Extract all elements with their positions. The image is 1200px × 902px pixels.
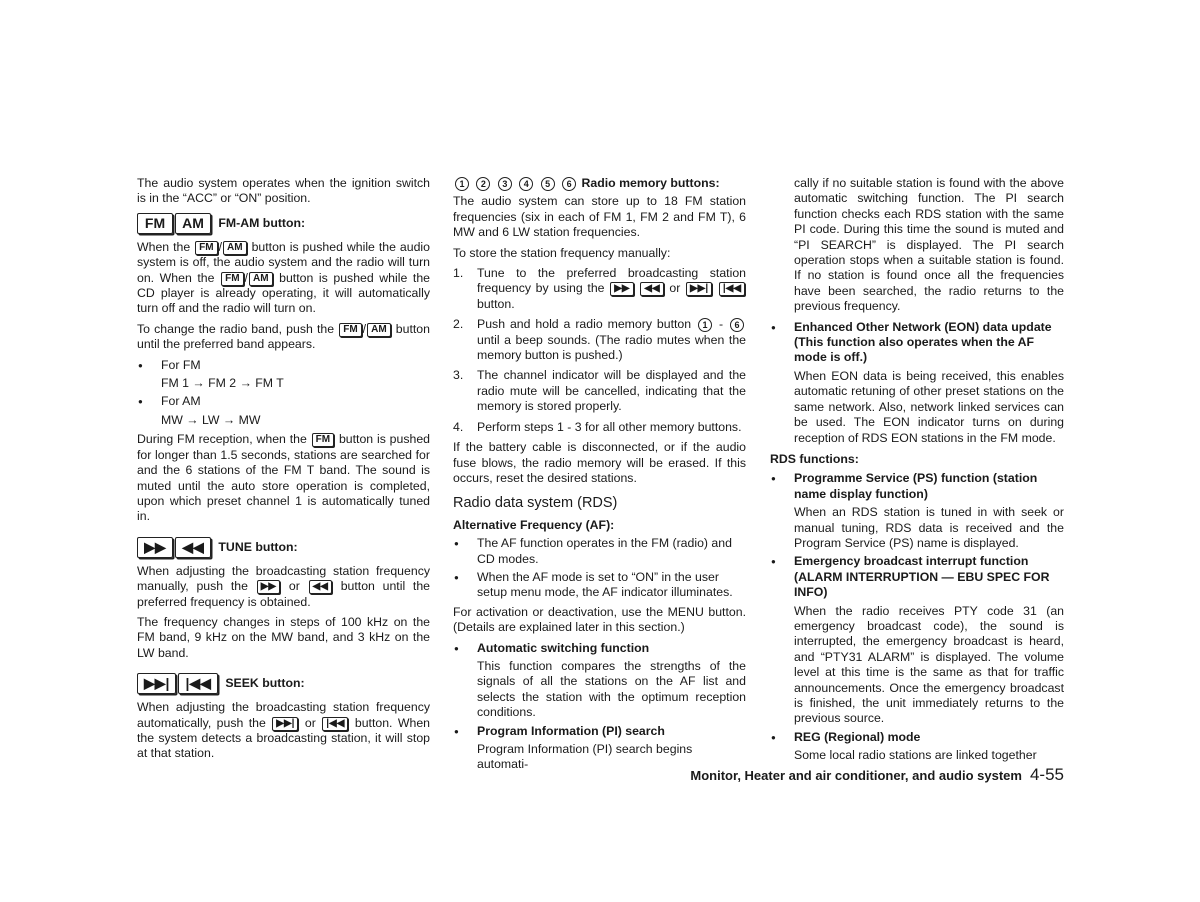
band-list [137, 358, 430, 429]
right-column [770, 176, 1064, 768]
tune-paragraph-1: When adjusting the broadcasting station frequency manually, push the ▶▶ or ◀◀ button until the preferred frequency is obtained. [137, 563, 431, 609]
tune-paragraph-2: The frequency changes in steps of 100 kHz on the FM band, 9 kHz on the MW band, and 3 kHz on the LW band. [137, 614, 430, 660]
skip-next-icon: ▶▶| [137, 673, 176, 694]
memory-3-icon: 3 [498, 177, 512, 191]
fm-autostore-paragraph: During FM reception, when the FM button is pushed for longer than 1.5 seconds, stations are searched for and the 6 stations of the FM T band. The sound is muted until the auto store operation is completed, upon which preset channel 1 is automatically tuned in. [137, 432, 431, 524]
list-item: ● Program Information (PI) search Program Information (PI) search begins automati- [453, 724, 746, 773]
list-item: ● Enhanced Other Network (EON) data update (This function also operates when the AF mode is off.) When EON data is being received, this enables automatic retuning of other preset stations on the same network. Also, network linked services can be used. The EON indicator turns on during reception of RDS EON stations in the FM mode. [770, 320, 1064, 446]
skip-previous-icon: |◀◀ [719, 282, 745, 296]
rewind-icon: ◀◀ [175, 537, 211, 558]
memory-1-icon: 1 [698, 318, 712, 332]
skip-next-icon: ▶▶| [272, 717, 298, 731]
fast-forward-icon: ▶▶ [137, 537, 173, 558]
list-item: ● The AF function operates in the FM (radio) and CD modes. [453, 536, 746, 567]
fm-key-icon: FM [221, 272, 243, 286]
left-column [137, 176, 430, 767]
list-item: ● Emergency broadcast interrupt function (ALARM INTERRUPTION — EBU SPEC FOR INFO) When the radio receives PTY code 31 (an emergency broadcast code), the sound is interrupted, the emergency broadcast is heard, and “PTY31 ALARM” is displayed. The volume level at this time is the same as that for traffic announcements. Once the emergency broadcast is finished, the unit immediately returns to the previous source. [770, 554, 1064, 726]
af-feature-list [453, 641, 746, 773]
am-key-icon: AM [223, 241, 247, 255]
fm-am-title: FM-AM button: [218, 215, 306, 230]
am-button-icon: AM [175, 213, 211, 234]
page-footer [660, 767, 1064, 784]
list-item: ● REG (Regional) mode Some local radio stations are linked together [770, 730, 1064, 764]
fm-band-sequence: FM 1 → FM 2 → FM T [161, 376, 284, 391]
skip-previous-icon: |◀◀ [178, 673, 217, 694]
rewind-icon: ◀◀ [309, 580, 332, 594]
am-key-icon: AM [249, 272, 273, 286]
memory-heading [453, 176, 746, 191]
list-item: 1. Tune to the preferred broadcasting station frequency by using the ▶▶ ◀◀ or ▶▶| |◀◀ button. [453, 266, 746, 311]
fm-am-heading [137, 213, 430, 234]
memory-paragraph-2: To store the station frequency manually: [453, 245, 671, 260]
tune-heading [137, 537, 430, 558]
memory-1-icon: 1 [455, 177, 469, 191]
list-item: 3. The channel indicator will be displayed and the radio mute will be cancelled, indicating that the memory is stored properly. [453, 368, 746, 414]
seek-paragraph: When adjusting the broadcasting station frequency automatically, push the ▶▶| or |◀◀ button. When the system detects a broadcasting station, it will stop at that station. [137, 700, 430, 761]
rds-functions-title: RDS functions: [770, 451, 859, 466]
list-item: 4. Perform steps 1 - 3 for all other memory buttons. [453, 419, 742, 434]
tune-title: TUNE button: [218, 539, 298, 554]
memory-4-icon: 4 [519, 177, 533, 191]
memory-6-icon: 6 [562, 177, 576, 191]
af-title: Alternative Frequency (AF): [453, 517, 615, 532]
list-item: ● For AM MW → LW → MW [137, 394, 430, 428]
pi-continued-paragraph: cally if no suitable station is found with the above automatic switching function. The PI search function checks each RDS station with the same PI code. During this time the sound is muted and “PI SEARCH” is displayed. The PI search operation stops when a suitable station is found. If no station is found once all the frequencies have been searched, the radio returns to the previous frequency. [794, 176, 1064, 314]
fm-am-paragraph-2: To change the radio band, push the FM / AM button until the preferred band appears. [137, 321, 430, 352]
memory-5-icon: 5 [541, 177, 555, 191]
memory-title: Radio memory buttons: [581, 176, 720, 190]
memory-paragraph-1: The audio system can store up to 18 FM station frequencies (six in each of FM 1, FM 2 and FM T), 6 MW and 6 LW station frequencies. [453, 194, 746, 240]
fm-key-icon: FM [195, 241, 217, 255]
fast-forward-icon: ▶▶ [610, 282, 633, 296]
fm-key-icon: FM [312, 433, 334, 447]
rds-section-title: Radio data system (RDS) [453, 495, 618, 512]
skip-previous-icon: |◀◀ [322, 717, 348, 731]
seek-heading [137, 673, 430, 694]
list-item: ● For FM FM 1 → FM 2 → FM T [137, 358, 430, 392]
am-band-sequence: MW → LW → MW [161, 412, 261, 427]
seek-title: SEEK button: [225, 675, 305, 690]
fm-am-paragraph-1: When the FM / AM button is pushed while the audio system is off, the audio system and the radio will turn on. When the FM / AM button is pushed while the CD player is already operating, it will automatically turn off and the radio will turn on. [137, 239, 430, 316]
am-key-icon: AM [367, 323, 391, 337]
af-list [453, 536, 746, 601]
list-item: 2. Push and hold a radio memory button 1 - 6 until a beep sounds. (The radio mutes when the memory button is pushed.) [453, 317, 746, 363]
memory-6-icon: 6 [730, 318, 744, 332]
list-item: ● Programme Service (PS) function (station name display function) When an RDS station is tuned in with seek or manual tuning, RDS data is received and the Program Service (PS) name is displayed. [770, 471, 1064, 551]
intro-paragraph: The audio system operates when the ignition switch is in the “ACC” or “ON” position. [137, 176, 430, 206]
memory-steps [453, 266, 746, 435]
footer-section-title: Monitor, Heater and air conditioner, and audio system [690, 768, 1022, 783]
fast-forward-icon: ▶▶ [257, 580, 280, 594]
af-paragraph: For activation or deactivation, use the MENU button. (Details are explained later in this section.) [453, 604, 746, 635]
fm-key-icon: FM [339, 323, 361, 337]
list-item: ● Automatic switching function This function compares the strengths of the signals of all the stations on the AF list and selects the station with the optimum reception conditions. [453, 641, 746, 721]
rds-functions-list [770, 471, 1064, 763]
middle-column [453, 176, 746, 777]
eon-list [770, 320, 1064, 446]
page-number: 4-55 [1029, 765, 1064, 784]
fm-button-icon: FM [137, 213, 173, 234]
rewind-icon: ◀◀ [640, 282, 663, 296]
memory-paragraph-3: If the battery cable is disconnected, or if the audio fuse blows, the radio memory will be erased. If this occurs, reset the desired stations. [453, 440, 746, 485]
list-item: ● When the AF mode is set to “ON” in the user setup menu mode, the AF indicator illuminates. [453, 570, 746, 601]
memory-2-icon: 2 [476, 177, 490, 191]
skip-next-icon: ▶▶| [686, 282, 712, 296]
